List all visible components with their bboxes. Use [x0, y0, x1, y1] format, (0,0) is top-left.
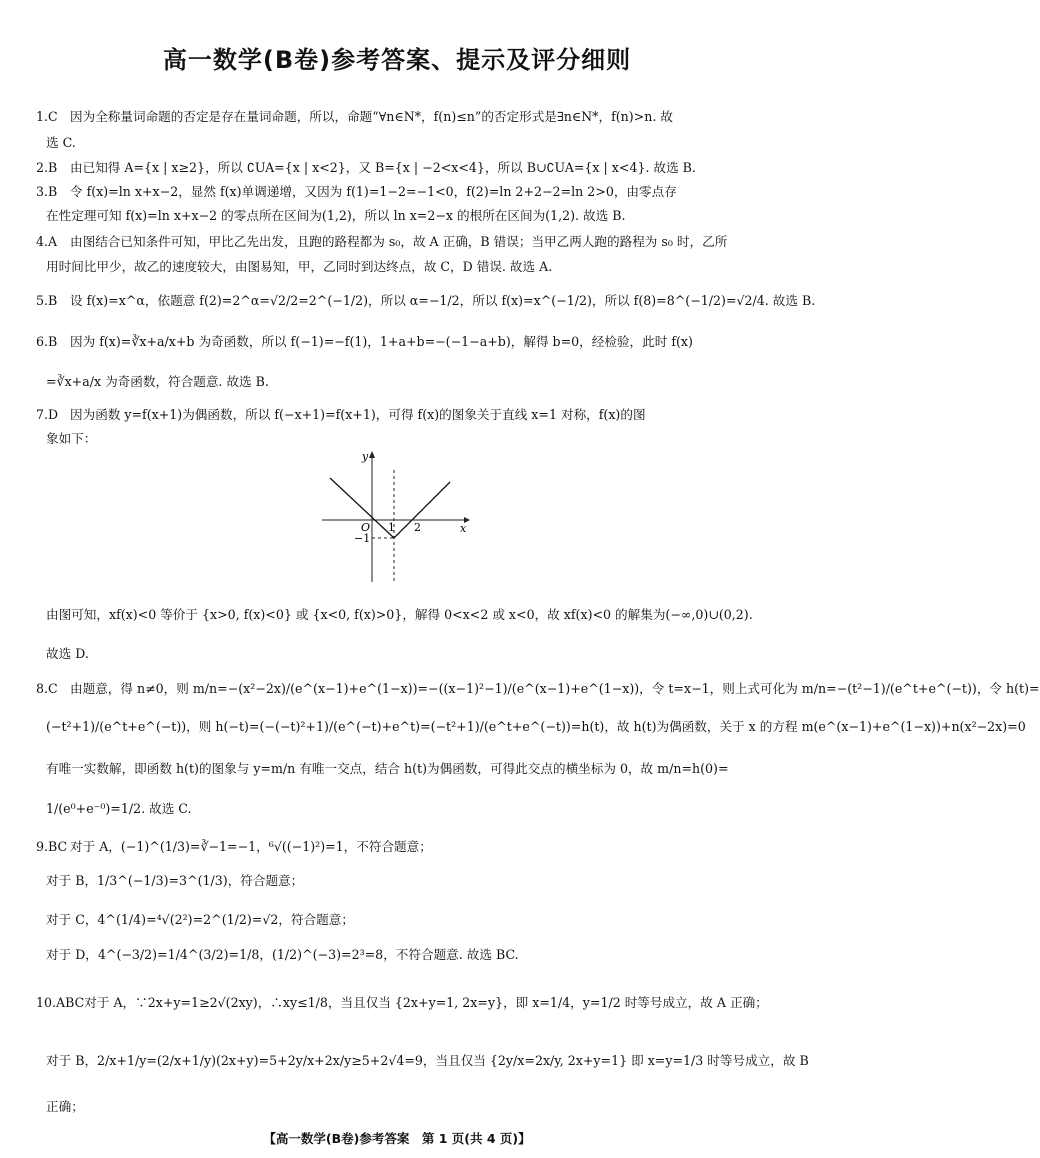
question-number: 3.B	[36, 184, 58, 199]
answer-text: 由已知得 A={x | x≥2}，所以 ∁UA={x | x<2}，又 B={x | −2<x<4}，所以 B∪∁UA={x | x<4}. 故选 B.	[70, 160, 696, 175]
tick-label: −1	[354, 532, 371, 545]
answer-line	[46, 800, 766, 818]
answer-line	[46, 1052, 809, 1070]
answer-text: 正确；	[46, 1099, 84, 1114]
answer-text: 对于 D，4^(−3/2)=1/4^(3/2)=1/8，(1/2)^(−3)=2³=8，不符合题意. 故选 BC.	[46, 947, 519, 962]
answer-text: 因为 f(x)=∛x+a/x+b 为奇函数，所以 f(−1)=−f(1)，1+a+b=−(−1−a+b)，解得 b=0，经检验，此时 f(x)	[70, 334, 693, 349]
answer-line	[36, 333, 766, 351]
answer-line	[36, 183, 766, 201]
question-number: 10.ABC	[36, 995, 85, 1010]
answer-line	[36, 838, 766, 856]
origin-label: O	[361, 521, 371, 534]
question-number: 1.C	[36, 109, 58, 124]
answer-line	[36, 292, 816, 310]
answer-line	[36, 159, 766, 177]
tick-label: 1	[388, 521, 395, 534]
answer-text: 由题意，得 n≠0，则 m/n=−(x²−2x)/(e^(x−1)+e^(1−x))=−((x−1)²−1)/(e^(x−1)+e^(1−x))，令 t=x−1，则上式可化为 m/n=−(t²−1)/(e^t+e^(−t))，令 h(t)=	[70, 681, 1040, 696]
answer-text: 在性定理可知 f(x)=ln x+x−2 的零点所在区间为(1,2)，所以 ln x=2−x 的根所在区间为(1,2). 故选 B.	[46, 208, 626, 223]
answer-line	[46, 1098, 766, 1116]
answer-text: 因为全称量词命题的否定是存在量词命题，所以，命题“∀n∈N*，f(n)≤n”的否定形式是∃n∈N*，f(n)>n. 故	[70, 109, 673, 124]
answer-line	[36, 680, 1040, 698]
answer-text: 对于 B，2/x+1/y=(2/x+1/y)(2x+y)=5+2y/x+2x/y≥5+2√4=9，当且仅当 {2y/x=2x/y, 2x+y=1} 即 x=y=1/3 时等号成立，故 B	[46, 1053, 809, 1068]
question-number: 4.A	[36, 234, 58, 249]
answer-line	[46, 946, 766, 964]
answer-text: 1/(e⁰+e⁻⁰)=1/2. 故选 C.	[46, 801, 192, 816]
answer-text: 由图可知，xf(x)<0 等价于 {x>0, f(x)<0} 或 {x<0, f(x)>0}，解得 0<x<2 或 x<0，故 xf(x)<0 的解集为(−∞,0)∪(0,2).	[46, 607, 753, 622]
answer-text: 选 C.	[46, 135, 76, 150]
answer-text: (−t²+1)/(e^t+e^(−t))，则 h(−t)=(−(−t)²+1)/(e^(−t)+e^t)=(−t²+1)/(e^t+e^(−t))=h(t)，故 h(t)为偶函数，关于 x 的方程 m(e^(x−1)+e^(1−x))+n(x²−2x)=0	[46, 719, 1026, 734]
answer-line	[46, 718, 1026, 736]
answer-line	[46, 872, 766, 890]
answer-text: 令 f(x)=ln x+x−2，显然 f(x)单调递增，又因为 f(1)=1−2=−1<0，f(2)=ln 2+2−2=ln 2>0，由零点存	[70, 184, 677, 199]
page-footer: 【高一数学(B卷)参考答案 第 1 页(共 4 页)】	[263, 1131, 531, 1146]
question-number: 5.B	[36, 293, 58, 308]
page-title: 高一数学(B卷)参考答案、提示及评分细则	[162, 46, 632, 74]
answer-line	[46, 207, 766, 225]
x-axis-label: x	[460, 522, 467, 535]
answer-text: 对于 C，4^(1/4)=⁴√(2²)=2^(1/2)=√2，符合题意；	[46, 912, 354, 927]
answer-text: 用时间比甲少，故乙的速度较大，由图易知，甲，乙同时到达终点，故 C，D 错误. 故选 A.	[46, 259, 553, 274]
answer-line	[46, 134, 766, 152]
answer-line	[46, 258, 766, 276]
answer-line	[46, 606, 766, 624]
answer-line	[36, 406, 766, 424]
y-axis-arrow-icon	[369, 451, 375, 458]
answer-text: =∛x+a/x 为奇函数，符合题意. 故选 B.	[46, 374, 269, 389]
answer-text: 故选 D.	[46, 646, 89, 661]
answer-line	[36, 233, 766, 251]
y-axis-label: y	[362, 450, 369, 463]
answer-line	[46, 430, 766, 448]
question-number: 6.B	[36, 334, 58, 349]
answer-text: 因为函数 y=f(x+1)为偶函数，所以 f(−x+1)=f(x+1)，可得 f(x)的图象关于直线 x=1 对称，f(x)的图	[70, 407, 646, 422]
function-graph	[322, 450, 472, 588]
answer-line	[46, 911, 766, 929]
tick-label: 2	[414, 521, 421, 534]
answer-text: 对于 A，(−1)^(1/3)=∛−1=−1，⁶√((−1)²)=1，不符合题意；	[70, 839, 432, 854]
answer-text: 对于 A，∵2x+y=1≥2√(2xy)，∴xy≤1/8，当且仅当 {2x+y=1, 2x=y}，即 x=1/4，y=1/2 时等号成立，故 A 正确；	[84, 995, 768, 1010]
answer-text: 对于 B，1/3^(−1/3)=3^(1/3)，符合题意；	[46, 873, 304, 888]
question-number: 2.B	[36, 160, 58, 175]
question-number: 9.BC	[36, 839, 68, 854]
answer-text: 由图结合已知条件可知，甲比乙先出发，且跑的路程都为 s₀，故 A 正确，B 错误；当甲乙两人跑的路程为 s₀ 时，乙所	[70, 234, 728, 249]
answer-text: 设 f(x)=x^α，依题意 f(2)=2^α=√2/2=2^(−1/2)，所以 α=−1/2，所以 f(x)=x^(−1/2)，所以 f(8)=8^(−1/2)=√2/4. 故选 B.	[70, 293, 816, 308]
answer-line	[36, 108, 766, 126]
answer-line	[46, 373, 766, 391]
answer-line	[36, 994, 766, 1012]
question-number: 8.C	[36, 681, 58, 696]
answer-text: 有唯一实数解，即函数 h(t)的图象与 y=m/n 有唯一交点，结合 h(t)为偶函数，可得此交点的横坐标为 0，故 m/n=h(0)=	[46, 761, 729, 776]
question-number: 7.D	[36, 407, 59, 422]
answer-line	[46, 645, 766, 663]
answer-text: 象如下：	[46, 431, 97, 446]
answer-line	[46, 760, 766, 778]
